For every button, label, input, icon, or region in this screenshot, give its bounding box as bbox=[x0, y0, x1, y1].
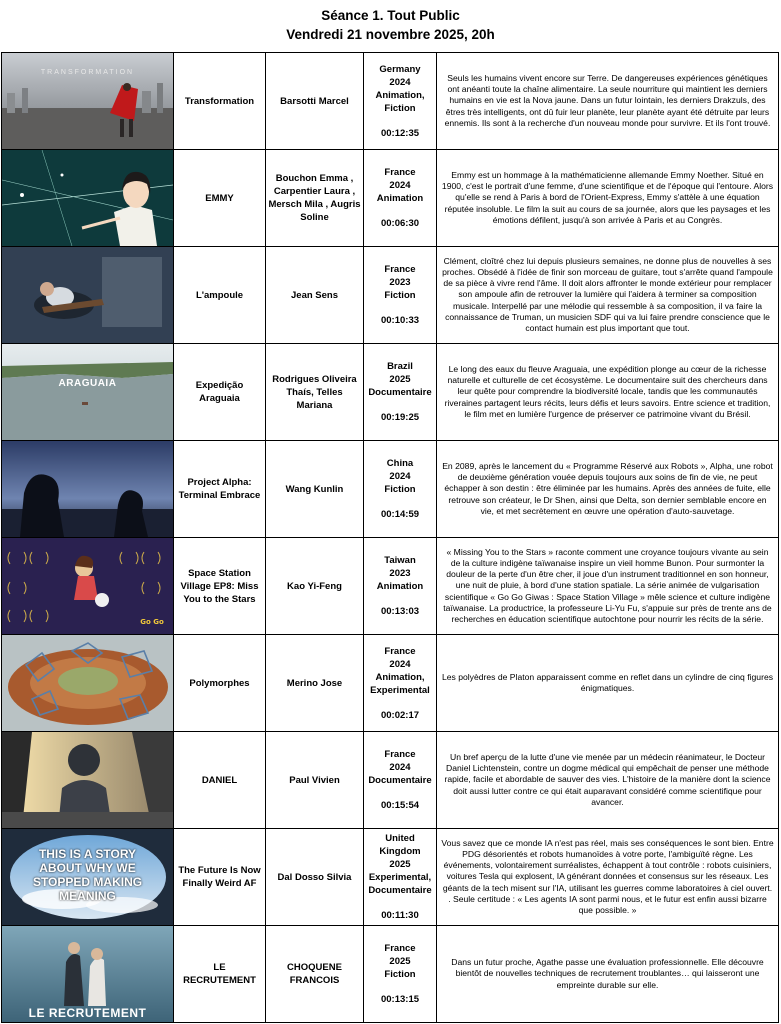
film-duration: 00:10:33 bbox=[380, 315, 420, 326]
film-country: Germany bbox=[379, 63, 421, 75]
film-thumbnail bbox=[2, 53, 173, 149]
film-year: 2023 bbox=[389, 568, 411, 579]
film-duration: 00:12:35 bbox=[380, 127, 420, 139]
film-title: DANIEL bbox=[174, 732, 266, 829]
film-year: 2024 bbox=[389, 76, 411, 88]
film-thumbnail-cell bbox=[2, 732, 174, 829]
film-director: Bouchon Emma , Carpentier Laura , Mersch Mila , Augris Soline bbox=[266, 150, 364, 247]
film-synopsis: En 2089, après le lancement du « Programme Réservé aux Robots », Alpha, une robot de deuxième génération vouée depuis toujours aux soins de fin de vie, ne peut échapper à son destin : être éliminée par les humains. Après des années de fuite, elle retrouve son créateur, le Dr Shen, ainsi que Delta, son dernier semblable encore en vie, et met secrètement en œuvre une opération d'auto-sauvetage. bbox=[437, 441, 779, 538]
film-country: Brazil bbox=[387, 361, 413, 372]
film-title: The Future Is Now Finally Weird AF bbox=[174, 829, 266, 926]
film-director: Dal Dosso Silvia bbox=[266, 829, 364, 926]
film-thumbnail-cell bbox=[2, 247, 174, 344]
film-country: United Kingdom bbox=[379, 833, 421, 857]
film-year: 2024 bbox=[389, 180, 411, 191]
film-year: 2024 bbox=[389, 762, 411, 773]
film-year: 2025 bbox=[389, 374, 411, 385]
table-row bbox=[2, 732, 779, 829]
film-thumbnail bbox=[2, 732, 173, 828]
film-country: Taiwan bbox=[384, 555, 416, 566]
thumbnail-caption: TRANSFORMATION bbox=[40, 69, 135, 76]
film-duration: 00:14:59 bbox=[380, 509, 420, 520]
film-thumbnail bbox=[2, 635, 173, 731]
film-synopsis: « Missing You to the Stars » raconte comment une croyance toujours vivante au sein de la culture indigène taïwanaise inspire un vieil homme Bunon. Pour surmonter la douleur de la perte d'un être cher, il joue d'un instrument traditionnel en son honneur, une nuit de pluie, à bord d'une station spatiale. La série animée de vulgarisation scientifique « Go Go Giwas : Space Station Village » mêle science et culture indigène taïwanaise. La productrice, la professeure Li-Yu Fu, s'appuie sur près de trente ans de recherches en éducation scientifique autochtone pour nourrir les récits de la série. bbox=[437, 538, 779, 635]
film-thumbnail-cell bbox=[2, 441, 174, 538]
film-synopsis: Un bref aperçu de la lutte d'une vie menée par un médecin réanimateur, le Docteur Daniel Lichtenstein, contre un dogme médical qui empêchait de penser une méthode rapide, facile et abordable de sauver des vies. L'histoire de la manière dont la science doit aussi lutter contre ce qui était auparavant considéré comme scientifique pour avancer. bbox=[437, 732, 779, 829]
film-synopsis: Vous savez que ce monde IA n'est pas réel, mais ses conséquences le sont bien. Entre PDG désorientés et robots humanoïdes à votre porte, l'ambiguïté règne. Les événements, volontairement surréalistes, échappent à tout contrôle : robots cuisiniers, voitures Tesla qui explosent, IA générant données et consensus sur les réseaux. Les géants de la tech misent sur l'IA, utilisant les guerres comme laboratoires à ciel ouvert. . Seule certitude : « Les agents IA sont parmi nous, et le futur est enfin aussi bizarre que possible. » bbox=[437, 829, 779, 926]
film-genre: Fiction bbox=[384, 484, 416, 495]
film-thumbnail-cell bbox=[2, 829, 174, 926]
film-genre: Documentaire bbox=[368, 387, 432, 398]
film-genre: Experimental, Documentaire bbox=[368, 872, 432, 896]
film-country: France bbox=[384, 943, 416, 954]
film-year: 2024 bbox=[389, 471, 411, 482]
film-thumbnail-cell bbox=[2, 150, 174, 247]
film-thumbnail-cell bbox=[2, 53, 174, 150]
film-title: Polymorphes bbox=[174, 635, 266, 732]
film-info bbox=[364, 635, 437, 732]
film-genre: Animation bbox=[376, 193, 424, 204]
film-director: CHOQUENE FRANCOIS bbox=[266, 926, 364, 1023]
table-row bbox=[2, 53, 779, 150]
film-thumbnail bbox=[2, 150, 173, 246]
film-duration: 00:13:15 bbox=[380, 994, 420, 1005]
film-director: Wang Kunlin bbox=[266, 441, 364, 538]
film-country: France bbox=[384, 167, 416, 178]
film-info bbox=[364, 732, 437, 829]
film-info bbox=[364, 247, 437, 344]
film-duration: 00:19:25 bbox=[380, 412, 420, 423]
film-country: China bbox=[386, 458, 414, 469]
film-thumbnail bbox=[2, 829, 173, 925]
film-title: LE RECRUTEMENT bbox=[174, 926, 266, 1023]
table-row bbox=[2, 829, 779, 926]
film-country: France bbox=[384, 645, 416, 657]
film-info bbox=[364, 150, 437, 247]
film-thumbnail-cell bbox=[2, 926, 174, 1023]
film-thumbnail-cell bbox=[2, 635, 174, 732]
film-director: Paul Vivien bbox=[266, 732, 364, 829]
film-genre: Animation bbox=[376, 581, 424, 592]
film-title: Project Alpha: Terminal Embrace bbox=[174, 441, 266, 538]
film-title: Expedição Araguaia bbox=[174, 344, 266, 441]
film-thumbnail bbox=[2, 247, 173, 343]
film-year: 2023 bbox=[389, 277, 411, 288]
film-genre: Animation, Experimental bbox=[370, 671, 430, 696]
film-director: Kao Yi-Feng bbox=[266, 538, 364, 635]
program-table bbox=[1, 52, 779, 1023]
film-info bbox=[364, 344, 437, 441]
table-row bbox=[2, 441, 779, 538]
film-director: Jean Sens bbox=[266, 247, 364, 344]
film-info bbox=[364, 53, 437, 150]
film-genre: Documentaire bbox=[368, 775, 432, 786]
film-synopsis: Emmy est un hommage à la mathématicienne allemande Emmy Noether. Situé en 1900, c'est le portrait d'une femme, d'une scientifique et de l'époque qui l'entoure. Alors qu'elle se rend à Paris à bord de l'Orient-Express, Emmy s'attèle à une équation réputée insoluble. Le film la suit au cours de sa journée, alors que les paysages et les émotions défilent, jusqu'à son arrivée à Paris et au Congrès. bbox=[437, 150, 779, 247]
film-duration: 00:11:30 bbox=[381, 910, 419, 921]
film-thumbnail bbox=[2, 441, 173, 537]
film-genre: Animation, Fiction bbox=[375, 89, 425, 114]
film-duration: 00:13:03 bbox=[380, 606, 420, 617]
thumbnail-caption: LE RECRUTEMENT bbox=[28, 1006, 147, 1020]
film-title: EMMY bbox=[174, 150, 266, 247]
table-row bbox=[2, 150, 779, 247]
film-synopsis: Clément, cloîtré chez lui depuis plusieurs semaines, ne donne plus de nouvelles à ses proches. Obsédé à l'idée de finir son morceau de guitare, tout s'arrête quand l'ampoule de sa pièce à vivre rend l'âme. Il doit alors affronter le monde extérieur pour remplacer son ampoule afin de retrouver la lumière qui l'aidera à terminer sa composition musicale. Interpellé par une mélodie qui ressemble à sa composition, il va faire la connaissance de Truman, un musicien SDF qui va lui faire prendre conscience que le contact humain est plus important que tout. bbox=[437, 247, 779, 344]
thumbnail-caption: THIS IS A STORY ABOUT WHY WE STOPPED MAKING MEANING bbox=[32, 847, 143, 903]
film-duration: 00:15:54 bbox=[380, 800, 420, 811]
film-synopsis: Dans un futur proche, Agathe passe une évaluation professionnelle. Elle découvre bientôt de nouvelles techniques de recrutement troublantes… qui laisseront une empreinte durable sur elle. bbox=[437, 926, 779, 1023]
film-duration: 00:02:17 bbox=[380, 709, 420, 721]
table-row bbox=[2, 247, 779, 344]
page-subtitle: Vendredi 21 novembre 2025, 20h bbox=[286, 27, 495, 42]
film-country: France bbox=[384, 749, 416, 760]
film-synopsis: Les polyèdres de Platon apparaissent comme en reflet dans un cylindre de cinq figures énigmatiques. bbox=[437, 635, 779, 732]
film-thumbnail bbox=[2, 538, 173, 634]
page-title: Séance 1. Tout Public bbox=[321, 8, 460, 23]
film-year: 2025 bbox=[389, 956, 411, 967]
film-genre: Fiction bbox=[384, 290, 416, 301]
film-director: Merino Jose bbox=[266, 635, 364, 732]
film-title: Space Station Village EP8: Miss You to the Stars bbox=[174, 538, 266, 635]
film-thumbnail bbox=[2, 926, 173, 1022]
film-genre: Fiction bbox=[384, 969, 416, 980]
table-row bbox=[2, 538, 779, 635]
film-thumbnail-cell bbox=[2, 344, 174, 441]
film-director: Barsotti Marcel bbox=[266, 53, 364, 150]
film-director: Rodrigues Oliveira Thaís, Telles Mariana bbox=[266, 344, 364, 441]
film-year: 2024 bbox=[389, 658, 411, 670]
film-info bbox=[364, 538, 437, 635]
table-row bbox=[2, 926, 779, 1023]
film-country: France bbox=[384, 264, 416, 275]
table-row bbox=[2, 635, 779, 732]
table-row bbox=[2, 344, 779, 441]
film-title: L'ampoule bbox=[174, 247, 266, 344]
thumbnail-caption: ARAGUAIA bbox=[58, 378, 117, 389]
film-info bbox=[364, 441, 437, 538]
svg-text:Go Go: Go Go bbox=[140, 618, 164, 626]
film-thumbnail bbox=[2, 344, 173, 440]
film-thumbnail-cell bbox=[2, 538, 174, 635]
page-header bbox=[0, 0, 781, 52]
film-info bbox=[364, 829, 437, 926]
film-year: 2025 bbox=[389, 859, 411, 870]
film-title: Transformation bbox=[174, 53, 266, 150]
film-synopsis: Seuls les humains vivent encore sur Terre. De dangereuses expériences génétiques ont anéanti toute la chaîne alimentaire. La seule nourriture qui maintient les derniers humains en vie est la Nova jaune. Dans un futur lointain, les derniers Drakzuls, des êtres très intelligents, ont dû fuir leur planète, leur planète ayant été détruite par leurs ennemis. Ils sont à la recherche d'un nouveau monde pour survivre. Et ils l'ont trouvé. bbox=[437, 53, 779, 150]
film-synopsis: Le long des eaux du fleuve Araguaia, une expédition plonge au cœur de la richesse naturelle et culturelle de cet écosystème. Le documentaire suit des chercheurs dans leur quête pour comprendre la biodiversité locale, tandis que les communautés riveraines partagent leurs récits, leurs défis et leurs savoirs. Entre science et tradition, le film met en lumière l'urgence de préserver ce patrimoine vivant du Brésil. bbox=[437, 344, 779, 441]
film-duration: 00:06:30 bbox=[380, 218, 420, 229]
film-info bbox=[364, 926, 437, 1023]
